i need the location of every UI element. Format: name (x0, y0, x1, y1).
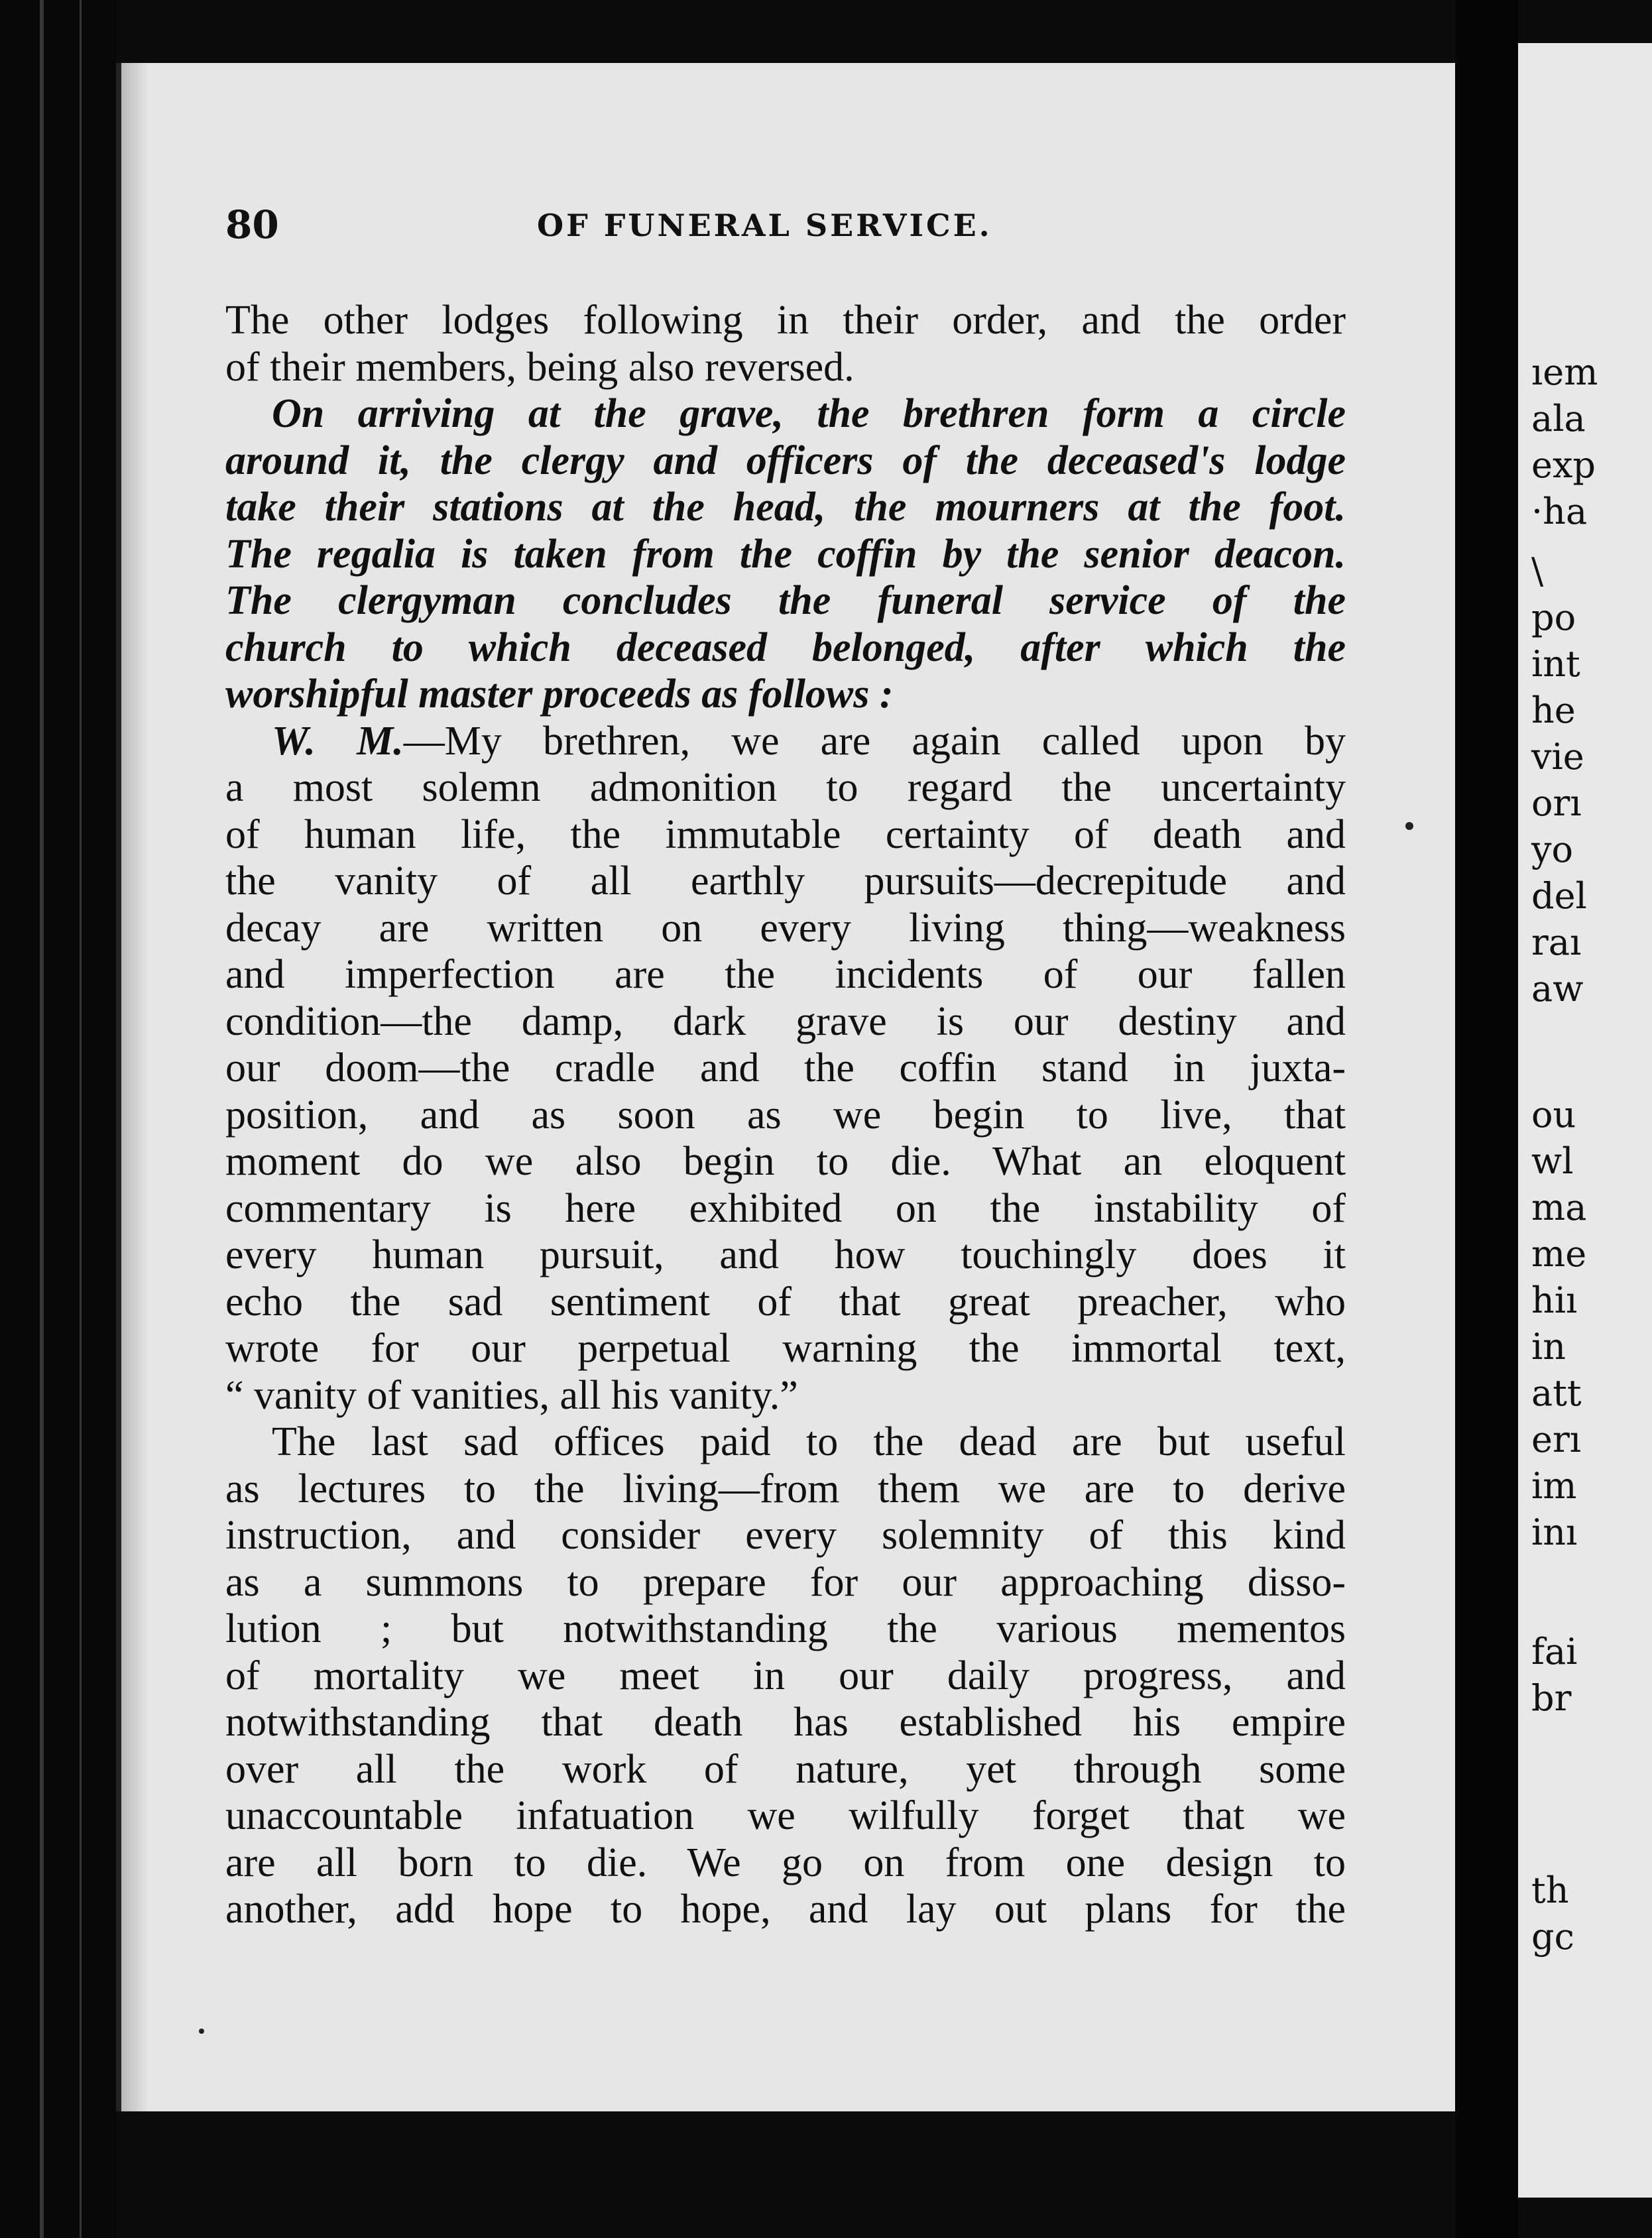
text-line: unaccountable infatuation we wilfully forget that we (225, 1793, 1346, 1838)
facing-text-fragment: int (1531, 643, 1580, 685)
text-line: as lectures to the living—from them we are to derive (225, 1466, 1346, 1511)
binding-edge (0, 0, 116, 2238)
facing-text-fragment: ·ha (1531, 491, 1588, 532)
facing-text-fragment: ala (1531, 398, 1586, 440)
facing-text-fragment: att (1531, 1372, 1582, 1414)
rubric-line: The regalia is taken from the coffin by the senior deacon. (225, 531, 1346, 577)
text-line: our doom—the cradle and the coffin stand in juxta- (225, 1045, 1346, 1090)
facing-text-fragment: im (1531, 1465, 1577, 1507)
speech-text: —My brethren, we are again called upon by (403, 718, 1346, 764)
facing-text-fragment: th (1531, 1869, 1569, 1911)
rubric-line: church to which deceased belonged, after which the (225, 624, 1346, 670)
facing-text-fragment: wl (1531, 1140, 1574, 1182)
page-gutter-shadow (121, 63, 148, 2111)
facing-text-fragment: me (1531, 1233, 1587, 1275)
speaker-label: W. M. (272, 718, 404, 764)
text-line: are all born to die. We go on from one design to (225, 1840, 1346, 1885)
facing-text-fragment: ıem (1531, 351, 1598, 393)
facing-page-fragment (1518, 43, 1652, 2198)
facing-text-fragment: inı (1531, 1511, 1578, 1553)
text-line: of their members, being also reversed. (225, 344, 855, 390)
text-line: The last sad offices paid to the dead are but useful (272, 1419, 1346, 1464)
facing-text-fragment: aw (1531, 968, 1584, 1010)
text-line: echo the sad sentiment of that great preacher, who (225, 1279, 1346, 1325)
text-line: instruction, and consider every solemnity of this kind (225, 1513, 1346, 1558)
facing-text-fragment: he (1531, 689, 1576, 731)
facing-text-fragment: in (1531, 1326, 1566, 1368)
text-line: lution ; but notwithstanding the various mementos (225, 1606, 1346, 1651)
text-line: every human pursuit, and how touchingly does it (225, 1232, 1346, 1277)
ink-speck (199, 2029, 204, 2034)
facing-text-fragment: erı (1531, 1419, 1582, 1460)
text-line: The other lodges following in their order, and the order (225, 298, 1346, 343)
facing-text-fragment: ou (1531, 1094, 1576, 1136)
facing-text-fragment: vie (1531, 736, 1584, 778)
facing-text-fragment: exp (1531, 444, 1596, 486)
text-line: over all the work of nature, yet through some (225, 1746, 1346, 1792)
text-line: the vanity of all earthly pursuits—decrepitude and (225, 858, 1346, 904)
facing-text-fragment: br (1531, 1677, 1572, 1719)
text-line: commentary is here exhibited on the instability of (225, 1185, 1346, 1231)
speech-first-line (225, 718, 1346, 765)
rubric-line: take their stations at the head, the mourners at the foot. (225, 485, 1346, 530)
facing-text-fragment: ma (1531, 1187, 1587, 1228)
rubric-line: worshipful master proceeds as follows : (225, 672, 894, 717)
facing-text-fragment: fai (1531, 1631, 1578, 1673)
text-line: of human life, the immutable certainty of death and (225, 811, 1346, 857)
facing-text-fragment: po (1531, 597, 1576, 638)
page-number: 80 (225, 202, 279, 247)
running-title: OF FUNERAL SERVICE. (537, 207, 992, 243)
facing-text-fragment: orı (1531, 782, 1582, 824)
text-line: as a summons to prepare for our approaching disso- (225, 1559, 1346, 1605)
text-line: and imperfection are the incidents of our fallen (225, 952, 1346, 997)
facing-text-fragment: hiı (1531, 1279, 1578, 1321)
page-gutter-dark (1455, 0, 1518, 2238)
rubric-line: On arriving at the grave, the brethren form a circle (272, 391, 1346, 436)
facing-text-fragment: \ (1531, 550, 1544, 592)
rubric-line: around it, the clergy and officers of the deceased's lodge (225, 438, 1346, 483)
text-line: “ vanity of vanities, all his vanity.” (225, 1372, 798, 1418)
text-line: moment do we also begin to die. What an eloquent (225, 1139, 1346, 1184)
rubric-line: The clergyman concludes the funeral service of the (225, 578, 1346, 623)
text-line: wrote for our perpetual warning the immortal text, (225, 1326, 1346, 1371)
text-line: condition—the damp, dark grave is our destiny and (225, 998, 1346, 1044)
ink-speck (1405, 822, 1413, 830)
facing-text-fragment: gc (1531, 1916, 1574, 1958)
text-line: a most solemn admonition to regard the uncertainty (225, 765, 1346, 810)
text-line: notwithstanding that death has established his empire (225, 1700, 1346, 1745)
text-line: of mortality we meet in our daily progress, and (225, 1653, 1346, 1698)
body-text (225, 297, 1346, 1933)
text-line: another, add hope to hope, and lay out plans for the (225, 1887, 1346, 1932)
page-header (225, 202, 1372, 249)
facing-text-fragment: yo (1531, 829, 1574, 870)
text-line: position, and as soon as we begin to live, that (225, 1092, 1346, 1138)
facing-text-fragment: raı (1531, 921, 1582, 963)
facing-text-fragment: del (1531, 875, 1587, 917)
text-line: decay are written on every living thing—weakness (225, 905, 1346, 951)
